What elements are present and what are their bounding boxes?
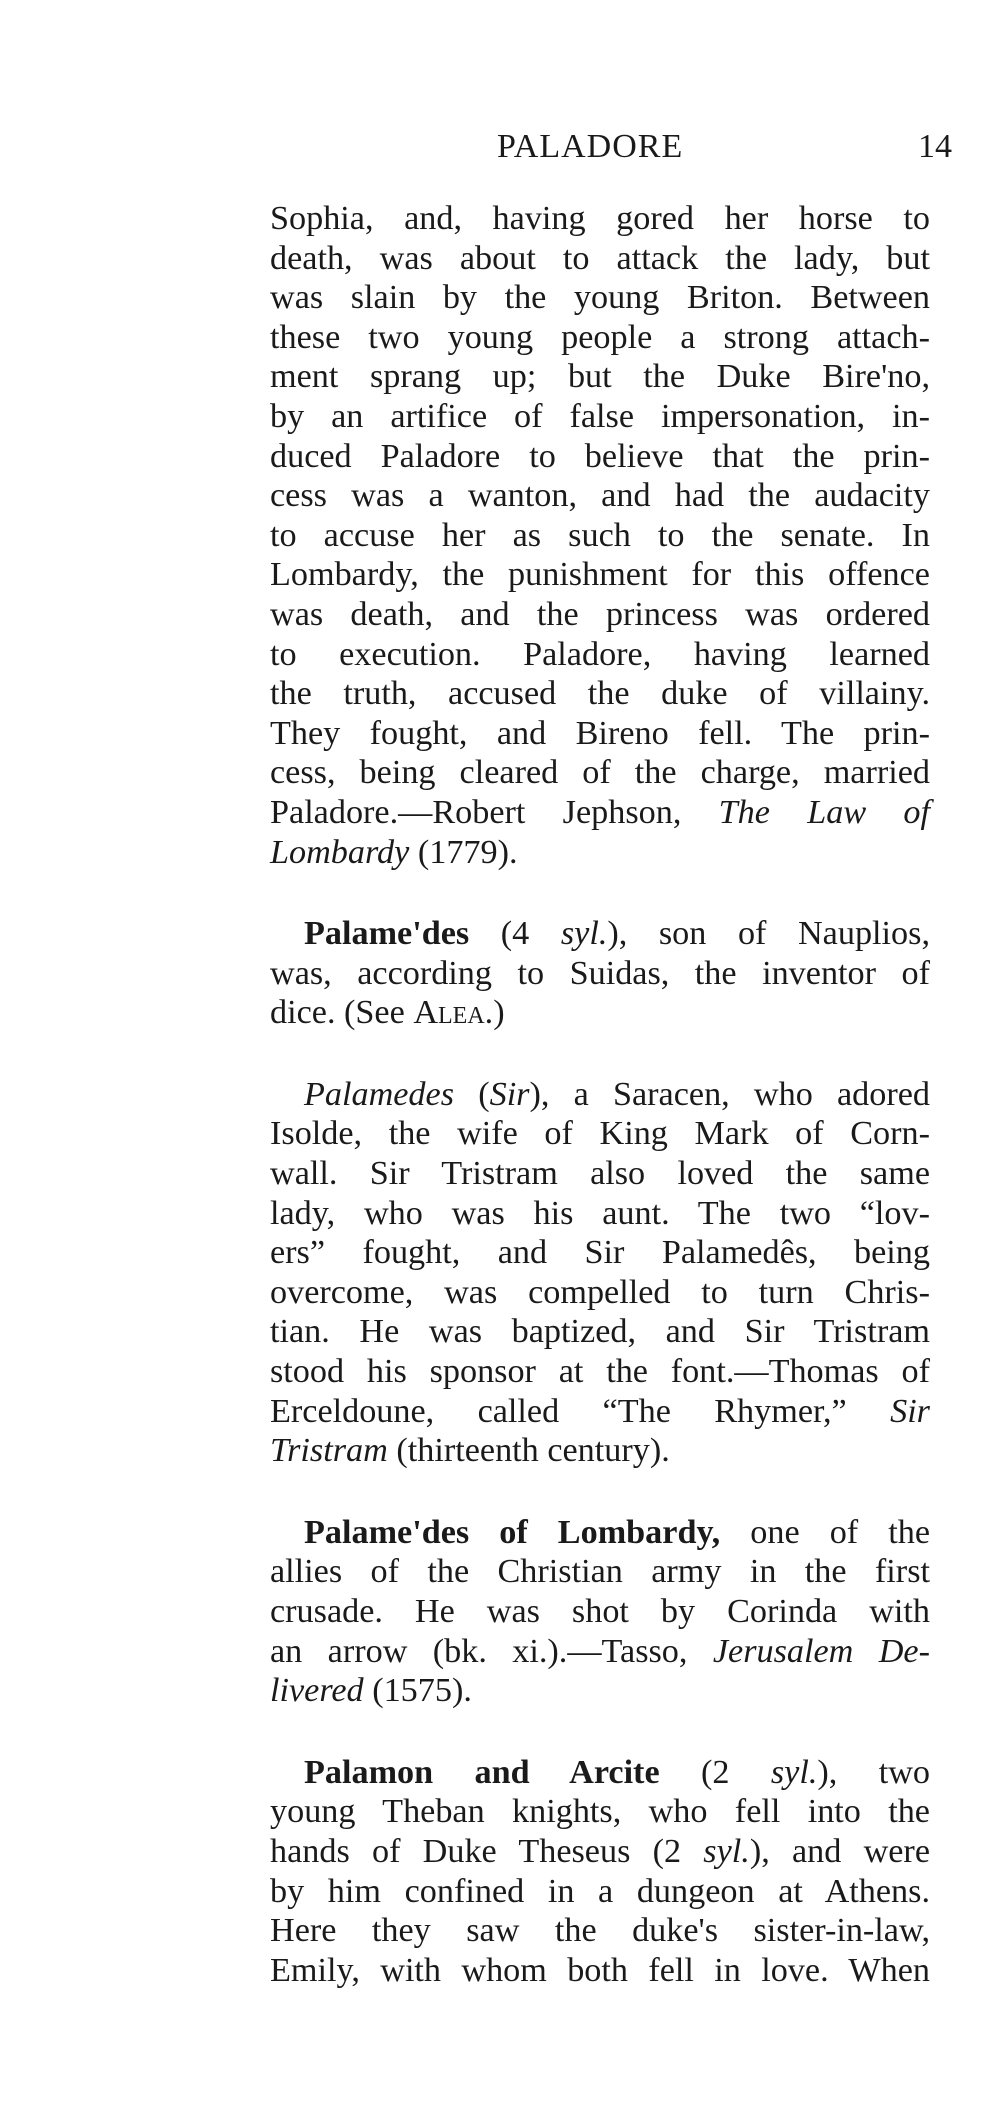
work-title: Sir — [890, 1392, 930, 1430]
title-note: Sir — [489, 1075, 530, 1113]
text-line — [270, 914, 930, 954]
text-line — [270, 1392, 930, 1432]
text-span: (2 — [659, 1753, 771, 1791]
entry-palamedes — [270, 914, 930, 1033]
text-line: stood his sponsor at the font.—Thomas of — [270, 1353, 930, 1391]
text-line: overcome, was compelled to turn Chris- — [270, 1273, 930, 1311]
body-text — [270, 199, 930, 1990]
text-span: (4 — [469, 915, 561, 953]
text-line: allies of the Christian army in the first — [270, 1553, 930, 1591]
text-line — [270, 993, 930, 1033]
text-span: .) — [484, 994, 505, 1032]
entry-palamedes-of-lombardy — [270, 1513, 930, 1711]
text-line — [270, 1671, 930, 1711]
running-head-title: PALADORE — [497, 128, 684, 165]
text-span: ), two — [817, 1753, 930, 1791]
running-head — [0, 128, 1000, 172]
work-title: Tristram — [270, 1432, 388, 1470]
text-span: (1575). — [363, 1672, 472, 1710]
text-line — [270, 1075, 930, 1115]
text-span: hands of Duke Theseus (2 — [270, 1832, 704, 1870]
text-line: lady, who was his aunt. The two “lov- — [270, 1194, 930, 1232]
entry-gap — [270, 872, 930, 914]
entry-palamon-and-arcite — [270, 1753, 930, 1991]
syllable-note: syl. — [703, 1832, 750, 1870]
text-line: Sophia, and, having gored her horse to — [270, 200, 930, 237]
text-span: ( — [454, 1075, 490, 1113]
text-span: ), and were — [749, 1832, 930, 1870]
text-span: Paladore.—Robert Jephson, — [270, 793, 719, 831]
work-title: The Law of — [718, 793, 930, 831]
text-span: ), a Saracen, who adored — [529, 1075, 930, 1113]
text-line: by an artifice of false impersonation, in- — [270, 397, 930, 435]
text-line — [270, 1753, 930, 1793]
text-line: death, was about to attack the lady, but — [270, 239, 930, 277]
text-line: was, according to Suidas, the inventor of — [270, 954, 930, 992]
text-line: to execution. Paladore, having learned — [270, 635, 930, 673]
entry-sir-palamedes — [270, 1075, 930, 1471]
text-line: Here they saw the duke's sister-in-law, — [270, 1912, 930, 1950]
syllable-note: syl. — [560, 915, 608, 953]
text-line: was death, and the princess was ordered — [270, 595, 930, 633]
text-line — [270, 1632, 930, 1672]
text-line — [270, 1431, 930, 1471]
text-line: cess was a wanton, and had the audacity — [270, 477, 930, 515]
entry-gap — [270, 1033, 930, 1075]
text-line: Emily, with whom both fell in love. When — [270, 1951, 930, 1989]
text-line: cess, being cleared of the charge, married — [270, 754, 930, 792]
text-line: ers” fought, and Sir Palamedês, being — [270, 1234, 930, 1272]
text-span: an arrow (bk. xi.).—Tasso, — [270, 1632, 713, 1670]
text-line — [270, 793, 930, 833]
text-line: Isolde, the wife of King Mark of Corn- — [270, 1115, 930, 1153]
text-line: wall. Sir Tristram also loved the same — [270, 1155, 930, 1193]
text-span: (1779). — [409, 833, 518, 871]
work-title: Lombardy — [270, 833, 410, 871]
text-line: They fought, and Bireno fell. The prin- — [270, 714, 930, 752]
syllable-note: syl. — [770, 1753, 818, 1791]
text-line: duced Paladore to believe that the prin- — [270, 437, 930, 475]
entry-gap — [270, 1471, 930, 1513]
headword: Palame'des — [304, 915, 470, 953]
text-line: these two young people a strong attach- — [270, 318, 930, 356]
text-line: to accuse her as such to the senate. In — [270, 516, 930, 554]
text-span: dice. (See — [270, 994, 414, 1032]
text-line: ment sprang up; but the Duke Bire'no, — [270, 358, 930, 396]
text-line: tian. He was baptized, and Sir Tristram — [270, 1313, 930, 1351]
work-title: Jerusalem De- — [712, 1632, 930, 1670]
text-line: crusade. He was shot by Corinda with — [270, 1593, 930, 1630]
text-line — [270, 1832, 930, 1872]
text-span: one of the — [720, 1513, 930, 1551]
page-number: 14 — [918, 128, 952, 165]
headword: Palamedes — [304, 1075, 455, 1113]
headword: Palamon and Arcite — [304, 1753, 660, 1791]
cross-reference: Alea — [413, 994, 485, 1032]
text-line: the truth, accused the duke of villainy. — [270, 675, 930, 713]
text-line — [270, 1513, 930, 1553]
entry-gap — [270, 1711, 930, 1753]
text-line: was slain by the young Briton. Between — [270, 279, 930, 317]
text-line — [270, 833, 930, 873]
entry-paladore-continued — [270, 199, 930, 872]
text-line: Lombardy, the punishment for this offence — [270, 556, 930, 594]
text-line: young Theban knights, who fell into the — [270, 1793, 930, 1831]
work-title: livered — [270, 1672, 364, 1710]
text-span: (thirteenth century). — [387, 1432, 670, 1470]
text-line: by him confined in a dungeon at Athens. — [270, 1872, 930, 1910]
text-span: ), son of Nauplios, — [607, 915, 930, 953]
text-span: Erceldoune, called “The Rhymer,” — [270, 1392, 891, 1430]
headword: Palame'des of Lombardy, — [304, 1513, 721, 1551]
